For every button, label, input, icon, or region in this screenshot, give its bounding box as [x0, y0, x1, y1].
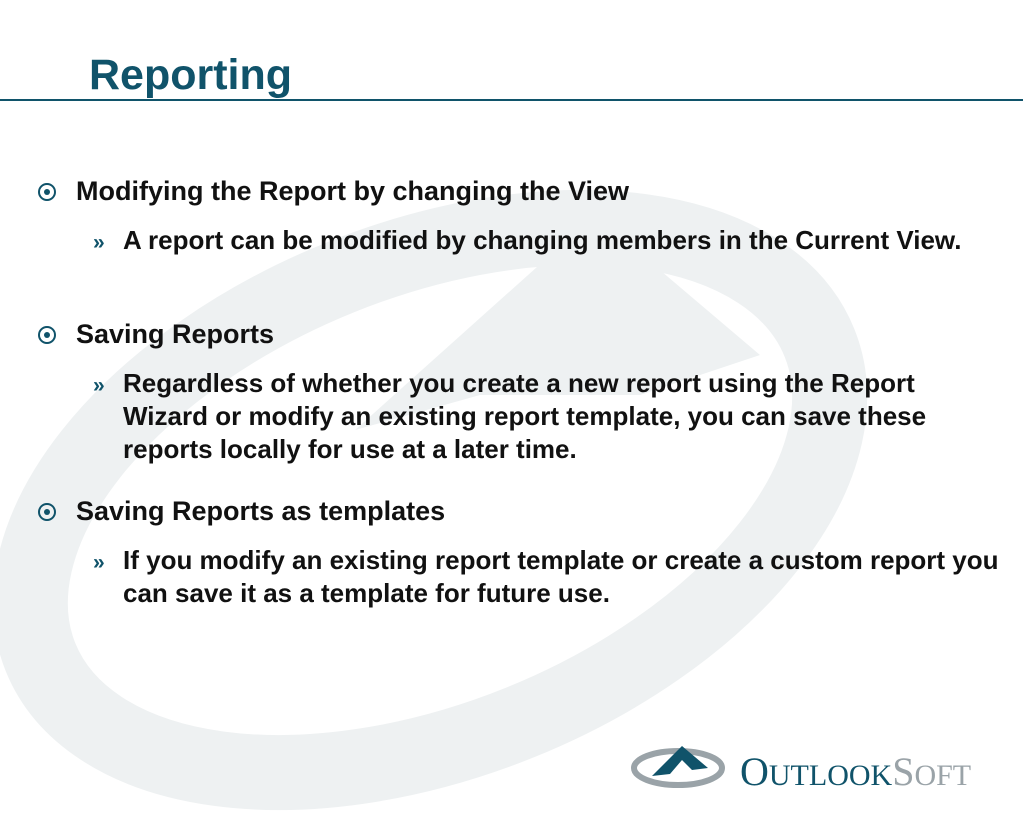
- logo-text-oft: OFT: [914, 759, 972, 792]
- bullet-subtext: If you modify an existing report template or create a custom report you can save it as a template for future use.: [123, 545, 999, 608]
- bullet-heading: Saving Reports as templates: [76, 496, 446, 526]
- page-title: Reporting: [89, 51, 293, 99]
- logo-text-o: O: [740, 749, 769, 794]
- target-bullet-icon: [38, 503, 56, 521]
- double-chevron-icon: »: [93, 551, 105, 574]
- bullet-heading: Modifying the Report by changing the View: [76, 176, 630, 206]
- logo-text-s: S: [892, 749, 915, 794]
- double-chevron-icon: »: [93, 374, 105, 397]
- company-logo-wordmark: [740, 748, 971, 795]
- bullet-heading: Saving Reports: [76, 319, 275, 349]
- logo-text-utlook: UTLOOK: [768, 759, 893, 792]
- bullet-subtext: Regardless of whether you create a new report using the Report Wizard or modify an existing report template, you can save these reports locally for use at a later time.: [123, 368, 927, 464]
- double-chevron-icon: »: [93, 231, 105, 254]
- target-bullet-icon: [38, 326, 56, 344]
- title-divider: [0, 99, 1023, 101]
- target-bullet-icon: [38, 183, 56, 201]
- bullet-subtext: A report can be modified by changing members in the Current View.: [123, 225, 962, 255]
